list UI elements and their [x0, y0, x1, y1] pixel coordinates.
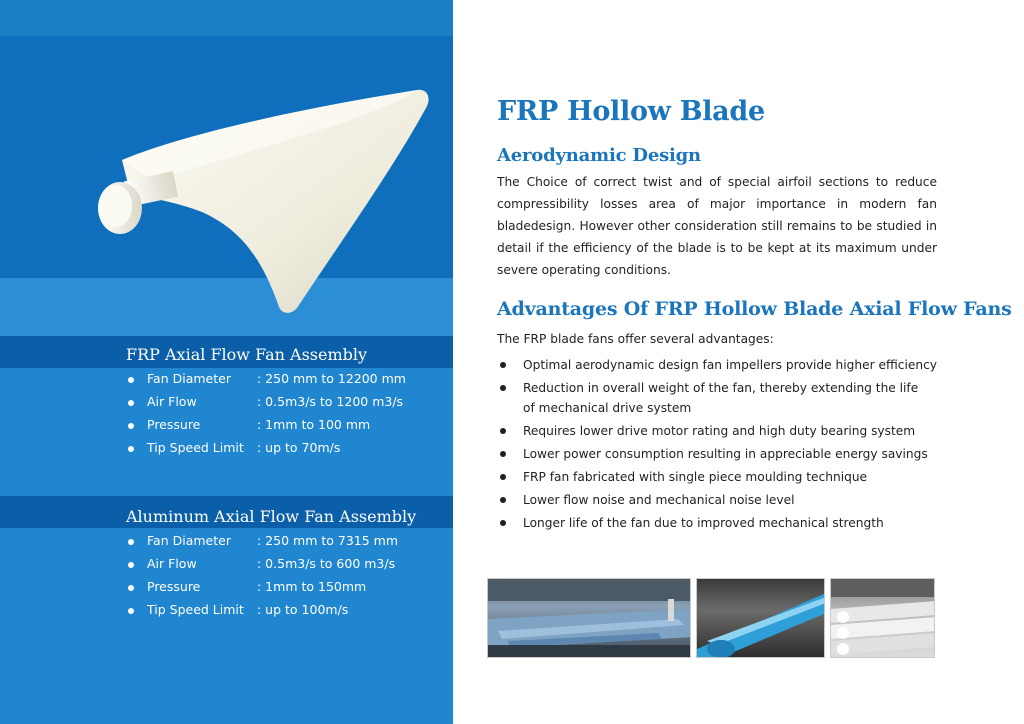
bullet-icon: [500, 474, 506, 480]
spec-label: Air Flow: [147, 394, 197, 409]
bullet-icon: [128, 377, 134, 383]
bullet-icon: [128, 562, 134, 568]
bullet-icon: [128, 539, 134, 545]
list-item-text: Optimal aerodynamic design fan impellers provide higher efficiency: [523, 358, 937, 372]
spec-label: Air Flow: [147, 556, 197, 571]
spec-label: Tip Speed Limit: [147, 602, 244, 617]
list-item-text: Reduction in overall weight of the fan, thereby extending the life of mechanical drive system: [523, 381, 919, 415]
spec-value: : 250 mm to 12200 mm: [257, 371, 406, 386]
bullet-icon: [500, 520, 506, 526]
list-item-text: Longer life of the fan due to improved mechanical strength: [523, 516, 884, 530]
bullet-icon: [128, 608, 134, 614]
bullet-icon: [500, 451, 506, 457]
blade-closeup-illustration: [697, 579, 825, 658]
frp-assembly-title: FRP Axial Flow Fan Assembly: [126, 345, 368, 364]
aerodynamic-heading: Aerodynamic Design: [497, 145, 701, 166]
list-item: [497, 378, 927, 418]
spec-value: : 0.5m3/s to 1200 m3/s: [257, 394, 404, 409]
spec-value: : 1mm to 150mm: [257, 579, 367, 594]
spec-label: Fan Diameter: [147, 533, 231, 548]
advantages-intro: The FRP blade fans offer several advantages:: [497, 332, 774, 346]
spec-value: : up to 70m/s: [257, 440, 341, 455]
list-item: [497, 355, 957, 375]
list-item: [497, 490, 957, 510]
bullet-icon: [128, 585, 134, 591]
blade-closeup-photo: [696, 578, 825, 658]
spec-label: Fan Diameter: [147, 371, 231, 386]
spec-label: Pressure: [147, 417, 201, 432]
bullet-icon: [128, 446, 134, 452]
aluminum-assembly-title: Aluminum Axial Flow Fan Assembly: [126, 507, 417, 526]
factory-floor-illustration: [488, 579, 691, 658]
list-item-text: Lower flow noise and mechanical noise level: [523, 493, 795, 507]
list-item-text: Lower power consumption resulting in appreciable energy savings: [523, 447, 928, 461]
list-item: [497, 467, 957, 487]
bullet-icon: [128, 400, 134, 406]
bullet-icon: [500, 497, 506, 503]
list-item-text: Requires lower drive motor rating and high duty bearing system: [523, 424, 916, 438]
page-title: FRP Hollow Blade: [497, 96, 765, 127]
bullet-icon: [500, 362, 506, 368]
blade-stack-illustration: [831, 579, 935, 658]
list-item: [497, 444, 957, 464]
blade-stack-photo: [830, 578, 935, 658]
spec-label: Pressure: [147, 579, 201, 594]
advantages-list: [497, 355, 957, 536]
top-band: [0, 0, 453, 36]
spec-value: : 250 mm to 7315 mm: [257, 533, 399, 548]
spec-value: : 1mm to 100 mm: [257, 417, 371, 432]
bullet-icon: [128, 423, 134, 429]
list-item-text: FRP fan fabricated with single piece moulding technique: [523, 470, 868, 484]
list-item: [497, 513, 957, 533]
spec-value: : up to 100m/s: [257, 602, 349, 617]
bullet-icon: [500, 428, 506, 434]
advantages-heading: Advantages Of FRP Hollow Blade Axial Flow Fans: [497, 298, 1012, 320]
left-panel: [0, 0, 453, 724]
spec-value: : 0.5m3/s to 600 m3/s: [257, 556, 396, 571]
bullet-icon: [500, 385, 506, 391]
frp-blade-image: [92, 80, 432, 320]
list-item: [497, 421, 957, 441]
aerodynamic-paragraph: The Choice of correct twist and of special airfoil sections to reduce compressibility losses area of major importance in modern fan bladedesign. However other consideration still remains to be studied in detail if the efficiency of the blade is to be kept at its maximum under severe operating conditions.: [497, 175, 937, 277]
factory-floor-photo: [487, 578, 691, 658]
spec-label: Tip Speed Limit: [147, 440, 244, 455]
